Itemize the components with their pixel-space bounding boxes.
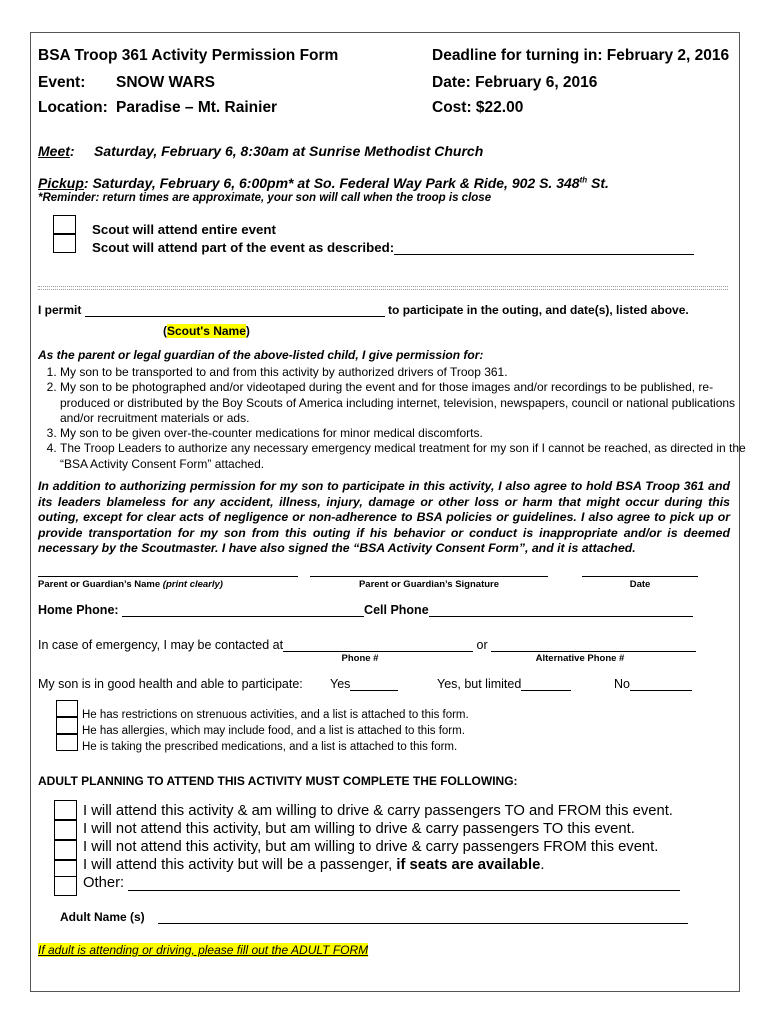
scout-name-field[interactable] bbox=[85, 305, 385, 317]
attend-part-row: Scout will attend part of the event as described: bbox=[92, 240, 694, 255]
cell-phone-field[interactable] bbox=[429, 604, 693, 617]
guardian-signature-field[interactable] bbox=[310, 576, 548, 577]
section-divider bbox=[38, 286, 728, 290]
list-item: 1. My son to be transported to and from this activity by authorized drivers of Troop 361. bbox=[60, 365, 760, 380]
health-limited-field[interactable] bbox=[521, 678, 571, 691]
home-phone-field[interactable] bbox=[122, 604, 364, 617]
adult-option-3-checkbox[interactable] bbox=[54, 840, 77, 860]
adult-heading: ADULT PLANNING TO ATTEND THIS ACTIVITY MUST COMPLETE THE FOLLOWING: bbox=[38, 774, 518, 788]
emergency-row: In case of emergency, I may be contacted at or bbox=[38, 638, 696, 652]
list-item: 3. My son to be given over-the-counter medications for minor medical discomforts. bbox=[60, 426, 760, 441]
agreement-paragraph: In addition to authorizing permission for my son to participate in this activity, I also agree to hold BSA Troop 361 and its leaders blameless for any accident, illness, injury, damage or other loss or harm that might occur during this outing, except for clear acts of negligence or non-adherence to BSA policies or guidelines. I also agree to pick up or provide transportation for my son from this outing if his behavior or conduct is inappropriate and/or is deemed necessary by the Scoutmaster. I have also signed the “BSA Activity Consent Form”, and it is attached. bbox=[38, 479, 730, 556]
adult-form-note: If adult is attending or driving, please fill out the ADULT FORM bbox=[38, 943, 369, 957]
permit-row: I permit to participate in the outing, and date(s), listed above. bbox=[38, 303, 689, 317]
health-yes-field[interactable] bbox=[350, 678, 398, 691]
health-question: My son is in good health and able to participate: bbox=[38, 677, 303, 691]
adult-option-4: I will attend this activity but will be a passenger, if seats are available. bbox=[83, 857, 545, 873]
permission-list bbox=[38, 365, 760, 472]
restrictions-checkbox[interactable] bbox=[56, 700, 78, 717]
health-no-field[interactable] bbox=[630, 678, 692, 691]
alt-phone-caption: Alternative Phone # bbox=[535, 653, 625, 664]
cost: Cost: $22.00 bbox=[432, 99, 524, 116]
adult-option-1: I will attend this activity & am willing to drive & carry passengers TO and FROM this event. bbox=[83, 803, 673, 819]
adult-other-checkbox[interactable] bbox=[54, 876, 77, 896]
health-yes: Yes bbox=[330, 677, 398, 691]
guardian-intro: As the parent or legal guardian of the above-listed child, I give permission for: bbox=[38, 348, 484, 362]
location-value: Paradise – Mt. Rainier bbox=[116, 99, 278, 116]
pickup-row: Pickup: Saturday, February 6, 6:00pm* at So. Federal Way Park & Ride, 902 S. 348th St. bbox=[38, 175, 609, 191]
attend-entire-label: Scout will attend entire event bbox=[92, 222, 276, 237]
meet-row: Meet: bbox=[38, 143, 75, 159]
pickup-reminder: *Reminder: return times are approximate, your son will call when the troop is close bbox=[38, 192, 492, 204]
deadline: Deadline for turning in: February 2, 2016 bbox=[432, 47, 730, 64]
list-item: 2. My son to be photographed and/or videotaped during the event and for those images and/or recordings to be published, re-produced or distributed by the Boy Scouts of America including internet, television, newspapers, council or national publications and/or recruitment materials or ads. bbox=[60, 380, 760, 426]
medications-checkbox[interactable] bbox=[56, 734, 78, 751]
health-yes-limited: Yes, but limited bbox=[437, 677, 571, 691]
adult-option-2-checkbox[interactable] bbox=[54, 820, 77, 840]
phone-row: Home Phone: Cell Phone bbox=[38, 603, 693, 617]
event-date: Date: February 6, 2016 bbox=[432, 74, 598, 91]
adult-option-2: I will not attend this activity, but am willing to drive & carry passengers TO this event. bbox=[83, 821, 635, 837]
adult-other-field[interactable] bbox=[128, 876, 680, 891]
adult-option-1-checkbox[interactable] bbox=[54, 800, 77, 820]
guardian-name-caption: Parent or Guardian’s Name (print clearly) bbox=[38, 579, 223, 590]
attend-entire-checkbox[interactable] bbox=[53, 215, 76, 234]
adult-name-row: Adult Name (s) bbox=[60, 910, 688, 924]
location-label: Location: bbox=[38, 99, 108, 116]
scout-name-caption: (Scout's Name) bbox=[163, 324, 250, 338]
emergency-phone-field[interactable] bbox=[283, 639, 473, 652]
allergies-label: He has allergies, which may include food, and a list is attached to this form. bbox=[82, 725, 465, 737]
meet-label: Meet bbox=[38, 143, 70, 159]
medications-label: He is taking the prescribed medications, and a list is attached to this form. bbox=[82, 741, 458, 753]
attend-part-description-field[interactable] bbox=[394, 242, 694, 255]
health-no: No bbox=[614, 677, 692, 691]
phone-caption: Phone # bbox=[341, 653, 379, 664]
allergies-checkbox[interactable] bbox=[56, 717, 78, 734]
attend-part-checkbox[interactable] bbox=[53, 234, 76, 253]
guardian-signature-caption: Parent or Guardian’s Signature bbox=[358, 579, 500, 590]
list-item: 4. The Troop Leaders to authorize any necessary emergency medical treatment for my son if I cannot be reached, as directed in the “BSA Activity Consent Form” attached. bbox=[60, 441, 760, 472]
event-value: SNOW WARS bbox=[116, 74, 216, 91]
adult-name-field[interactable] bbox=[158, 911, 688, 924]
alternative-phone-field[interactable] bbox=[491, 639, 696, 652]
pickup-label: Pickup bbox=[38, 175, 84, 191]
adult-other-row: Other: bbox=[83, 875, 680, 891]
guardian-name-field[interactable] bbox=[38, 576, 298, 577]
restrictions-label: He has restrictions on strenuous activities, and a list is attached to this form. bbox=[82, 709, 469, 721]
event-label: Event: bbox=[38, 74, 86, 91]
form-title: BSA Troop 361 Activity Permission Form bbox=[38, 47, 339, 64]
meet-text: Saturday, February 6, 8:30am at Sunrise Methodist Church bbox=[94, 143, 484, 159]
date-caption: Date bbox=[629, 579, 651, 590]
signature-date-field[interactable] bbox=[582, 576, 698, 577]
adult-option-3: I will not attend this activity, but am willing to drive & carry passengers FROM this event. bbox=[83, 839, 659, 855]
